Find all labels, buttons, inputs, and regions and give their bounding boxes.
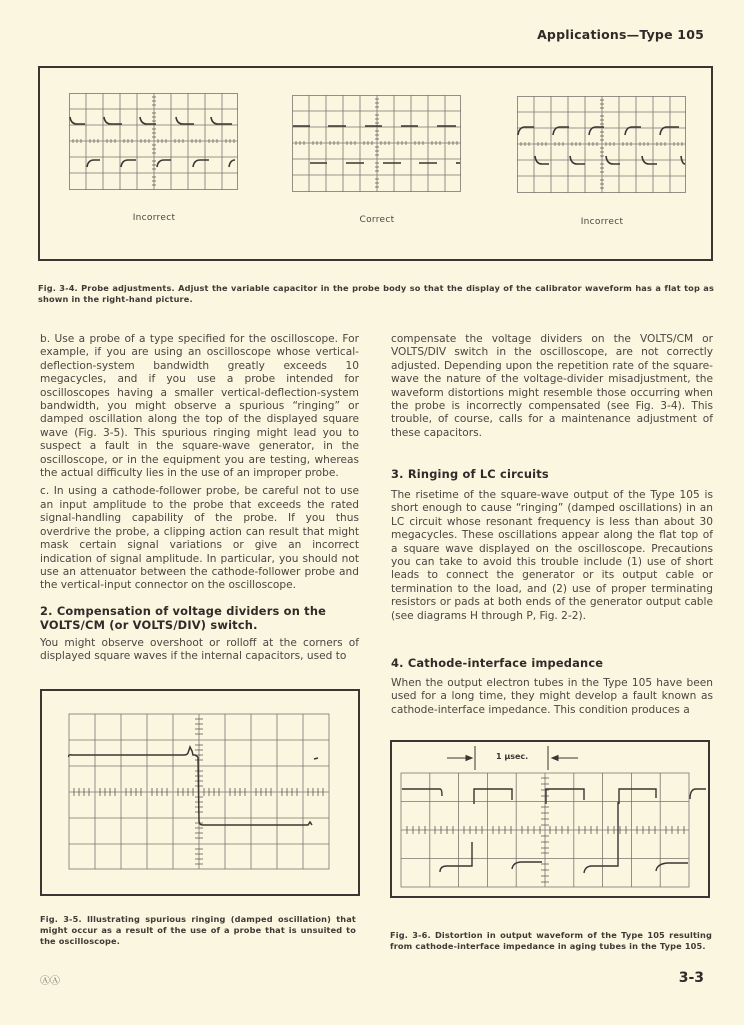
graticule-waveform-cathode-interface bbox=[392, 742, 708, 896]
graticule-waveform-ringing bbox=[68, 713, 333, 873]
panel-label-incorrect-1: Incorrect bbox=[132, 213, 176, 223]
paragraph-b: b. Use a probe of a type specified for the oscilloscope. For example, if you are using an oscilloscope whose vertical-deflection-system bandwidth greatly exceeds 10 megacycles, and if you use a probe intended for oscilloscopes having a smaller vertical-deflection-system bandwidth, you might observe a spurious “ringing” or damped oscillation along the top of the displayed square wave (Fig. 3-5). This spurious ringing might lead you to suspect a fault in the square-wave generator, in the oscilloscope, or in the equipment you are testing, whereas the actual difficulty lies in the use of an improper probe. bbox=[40, 333, 359, 480]
panel-label-incorrect-2: Incorrect bbox=[580, 217, 624, 227]
graticule-waveform-flat-top bbox=[292, 95, 462, 197]
panel-label-correct: Correct bbox=[359, 215, 395, 225]
section-4-heading: 4. Cathode-interface impedance bbox=[391, 656, 604, 670]
figure-3-6 bbox=[390, 740, 710, 898]
section-4-paragraph: When the output electron tubes in the Type 105 have been used for a long time, they might develop a fault known as cathode-interface impedance. This condition produces a bbox=[391, 677, 713, 716]
section-2-continued: compensate the voltage dividers on the VOLTS/CM or VOLTS/DIV switch in the oscilloscope, are not correctly adjusted. Depending upon the repetition rate of the square-wave the nature of the voltage-divider misadjustment, the waveform distortions might resemble those occurring when the probe is incorrectly compensated (see Fig. 3-4). This trouble, of course, calls for a maintenance adjustment of these capacitors. bbox=[391, 333, 713, 439]
section-2-heading: 2. Compensation of voltage dividers on the VOLTS/CM (or VOLTS/DIV) switch. bbox=[40, 604, 327, 632]
time-marker-label: 1 μsec. bbox=[496, 752, 529, 761]
scope-panel-correct bbox=[292, 95, 462, 197]
graticule-waveform-overshoot bbox=[69, 93, 239, 195]
figure-3-5 bbox=[40, 689, 360, 896]
section-3-heading: 3. Ringing of LC circuits bbox=[391, 467, 549, 481]
page-number: 3-3 bbox=[678, 970, 704, 986]
scope-panel-incorrect-1 bbox=[69, 93, 239, 195]
publisher-logo: ⒶⒶ bbox=[40, 976, 60, 987]
figure-3-6-caption: Fig. 3-6. Distortion in output waveform of the Type 105 resulting from cathode-interface impedance in aging tubes in the Type 105. bbox=[390, 930, 712, 951]
section-3-paragraph: The risetime of the square-wave output of the Type 105 is short enough to cause “ringing” (damped oscillations) in an LC circuit whose resonant frequency is less than about 30 megacycles. These oscillations appear along the flat top of a square wave displayed on the oscilloscope. Precautions you can take to avoid this trouble include (1) use of short leads to connect the generator or its output cable or termination to the load, and (2) use of proper terminating resistors or pads at both ends of the generator output cable (see diagrams H through P, Fig. 2-2). bbox=[391, 489, 713, 622]
scope-panel-incorrect-2 bbox=[517, 96, 687, 198]
left-column-text bbox=[40, 333, 359, 598]
running-head: Applications—Type 105 bbox=[537, 27, 704, 42]
figure-3-4 bbox=[38, 66, 713, 261]
section-2-paragraph: You might observe overshoot or rolloff at the corners of displayed square waves if the internal capacitors, used to bbox=[40, 637, 359, 663]
figure-3-5-caption: Fig. 3-5. Illustrating spurious ringing (damped oscillation) that might occur as a result of the use of a probe that is unsuited to the oscilloscope. bbox=[40, 914, 356, 946]
figure-3-4-caption: Fig. 3-4. Probe adjustments. Adjust the variable capacitor in the probe body so that the display of the calibrator waveform has a flat top as shown in the right-hand picture. bbox=[38, 283, 714, 304]
paragraph-c: c. In using a cathode-follower probe, be careful not to use an input amplitude to the probe that exceeds the rated signal-handling capability of the probe. If you thus overdrive the probe, a clipping action can result that might mask certain signal variations or give an incorrect indication of signal amplitude. In particular, you should not use an attenuator between the cathode-follower probe and the vertical-input connector on the oscilloscope. bbox=[40, 485, 359, 592]
graticule-waveform-rounded bbox=[517, 96, 687, 198]
